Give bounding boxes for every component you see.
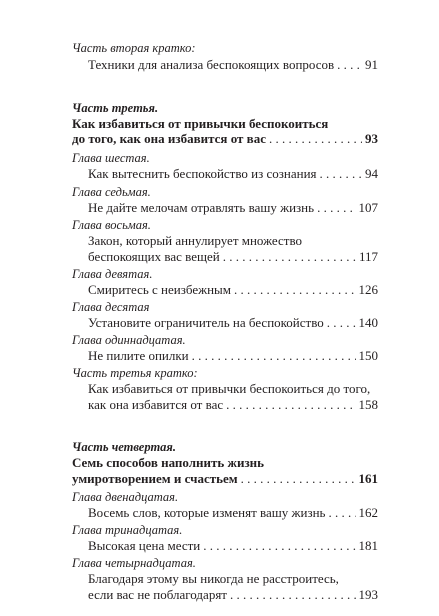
leader-dots: [328, 505, 355, 521]
entry-title: беспокоящих вас вещей: [88, 249, 220, 264]
toc-entry-chapter-7[interactable]: [88, 200, 378, 216]
entry-title: умиротворением и счастьем: [72, 471, 238, 486]
entry-title: Высокая цена мести: [88, 538, 201, 553]
part3-label: Часть третья.: [72, 101, 159, 115]
chapter-14-label: Глава четырнадцатая.: [72, 556, 196, 570]
part4-label: Часть четвертая.: [72, 440, 176, 454]
entry-title: Как вытеснить беспокойство из сознания: [88, 166, 317, 181]
entry-title: до того, как она избавится от вас: [72, 131, 266, 146]
toc-entry-part4[interactable]: [72, 471, 378, 487]
toc-entry-chapter-10[interactable]: [88, 315, 378, 331]
leader-dots: [203, 538, 355, 554]
entry-title: если вас не поблагодарят: [88, 587, 227, 602]
leader-dots: [223, 249, 356, 265]
page-number: 150: [358, 348, 378, 363]
page-number: 94: [365, 166, 378, 181]
leader-dots: [241, 471, 356, 487]
page-number: 181: [358, 538, 378, 553]
chapter-12-label: Глава двенадцатая.: [72, 490, 179, 504]
chapter-9-label: Глава девятая.: [72, 267, 153, 281]
page-number: 117: [358, 249, 378, 264]
entry-title: Восемь слов, которые изменят вашу жизнь: [88, 505, 326, 520]
toc-entry-chapter-8[interactable]: [88, 249, 378, 265]
part4-title-line1[interactable]: Семь способов наполнить жизнь: [72, 455, 265, 470]
chapter-11-label: Глава одиннадцатая.: [72, 333, 186, 347]
page-number: 158: [358, 397, 378, 412]
toc-entry-chapter-13[interactable]: [88, 538, 378, 554]
leader-dots: [320, 166, 362, 182]
toc-entry-part2-summary[interactable]: [88, 57, 378, 73]
leader-dots: [226, 397, 355, 413]
chapter-13-label: Глава тринадцатая.: [72, 523, 183, 537]
chapter-6-label: Глава шестая.: [72, 151, 150, 165]
part3-title-line1[interactable]: Как избавиться от привычки беспокоиться: [72, 116, 329, 131]
part2-summary-label: Часть вторая кратко:: [72, 41, 196, 55]
toc-entry-chapter-11[interactable]: [88, 348, 378, 364]
part3-summary-title-line1[interactable]: Как избавиться от привычки беспокоиться до того,: [88, 381, 371, 396]
toc-entry-part3-summary[interactable]: [88, 397, 378, 413]
chapter-7-label: Глава седьмая.: [72, 185, 151, 199]
leader-dots: [269, 131, 362, 147]
toc-entry-part3[interactable]: [72, 131, 378, 147]
page-number: 162: [358, 505, 378, 520]
entry-title: Установите ограничитель на беспокойство: [88, 315, 324, 330]
leader-dots: [317, 200, 355, 216]
entry-title: Не дайте мелочам отравлять вашу жизнь: [88, 200, 315, 215]
page-number: 126: [358, 282, 378, 297]
leader-dots: [337, 57, 362, 73]
chapter-10-label: Глава десятая: [72, 300, 150, 314]
chapter-8-label: Глава восьмая.: [72, 218, 151, 232]
page-number: 107: [358, 200, 378, 215]
entry-title: Техники для анализа беспокоящих вопросов: [88, 57, 335, 72]
chapter-8-title-line1[interactable]: Закон, который аннулирует множество: [88, 233, 303, 248]
part3-summary-label: Часть третья кратко:: [72, 366, 198, 380]
toc-entry-chapter-9[interactable]: [88, 282, 378, 298]
leader-dots: [230, 587, 356, 603]
leader-dots: [234, 282, 356, 298]
toc-entry-chapter-12[interactable]: [88, 505, 378, 521]
entry-title: Смиритесь с неизбежным: [88, 282, 231, 297]
entry-title: Не пилите опилки: [88, 348, 189, 363]
entry-title: как она избавится от вас: [88, 397, 224, 412]
page-number: 93: [365, 131, 378, 146]
page-number: 161: [358, 471, 378, 486]
toc-entry-chapter-14[interactable]: [88, 587, 378, 603]
chapter-14-title-line1[interactable]: Благодаря этому вы никогда не расстроитесь,: [88, 571, 339, 586]
leader-dots: [192, 348, 356, 364]
page-number: 140: [358, 315, 378, 330]
page-number: 193: [358, 587, 378, 602]
leader-dots: [327, 315, 356, 331]
toc-entry-chapter-6[interactable]: [88, 166, 378, 182]
page-number: 91: [365, 57, 378, 72]
